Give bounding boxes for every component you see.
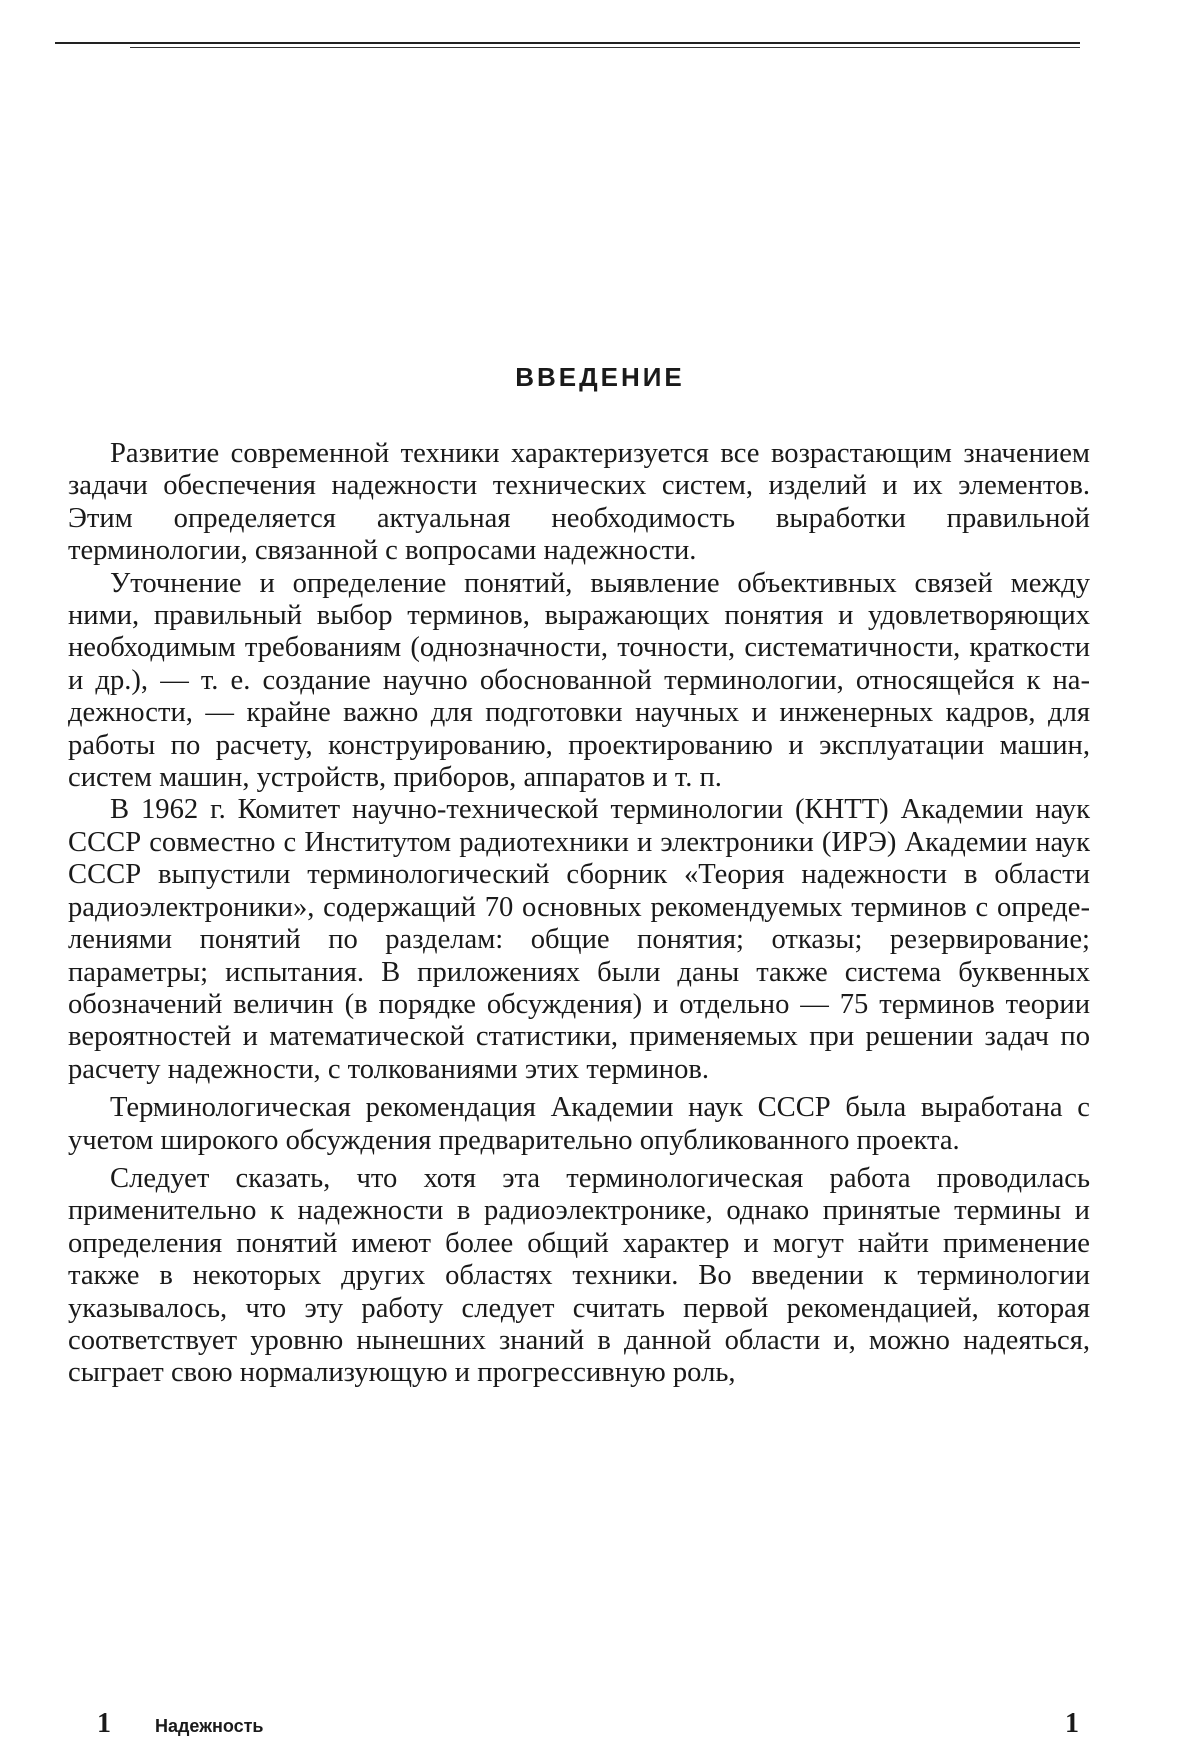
running-title: Надежность [155, 1716, 264, 1737]
top-rule-secondary [130, 47, 1080, 48]
paragraph-4: Терминологическая рекомендация Академии наук СССР была выработана с учетом широкого обсуждения предварительно опуб­ликованного проекта. [68, 1092, 1090, 1157]
signature-mark-left: 1 [97, 1708, 111, 1740]
paragraph-2: Уточнение и определение понятий, выявление объективных связей между ними, правильный выбор терминов, выражающих понятия и удовлетворяющих необходимым требованиям (одно­значности, точности, систематичности, краткости и др.), — т. е. создание научно обоснованной терминологии, относящейся к на­дежности, — крайне важно для подготовки научных и инженерных кадров, для работы по расчету, конструированию, проектированию и эксплуатации машин, систем машин, устройств, приборов, аппа­ратов и т. п. [68, 568, 1090, 795]
paragraph-1: Развитие современной техники характеризуется все возраста­ющим значением задачи обеспечения надежности технических систем, изделий и их элементов. Этим определяется актуальная необходимость выработки правильной терминологии, связанной с вопросами надежности. [68, 438, 1090, 568]
page-heading: ВВЕДЕНИЕ [0, 362, 1200, 393]
paragraph-5: Следует сказать, что хотя эта терминологическая работа про­водилась применительно к надежности в радиоэлектронике, однако принятые термины и определения понятий имеют более общий характер и могут найти применение также в некоторых других обла­стях техники. Во введении к терминологии указывалось, что эту работу следует считать первой рекомендацией, которая соответ­ствует уровню нынешних знаний в данной области и, можно надеяться, сыграет свою нормализующую и прогрессивную роль, [68, 1163, 1090, 1390]
page-footer [0, 1708, 1200, 1742]
paragraph-3: В 1962 г. Комитет научно-технической терминологии (КНТТ) Академии наук СССР совместно с Институтом радиотехники и электроники (ИРЭ) Академии наук СССР выпустили терминоло­гический сборник «Теория надежности в области радиоэлектрони­ки», содержащий 70 основных рекомендуемых терминов с опреде­лениями понятий по разделам: общие понятия; отказы; резерви­рование; параметры; испытания. В приложениях были даны также система буквенных обозначений величин (в порядке обсуждения) и отдельно — 75 терминов теории вероятностей и математической статистики, применяемых при решении задач по расчету надежно­сти, с толкованиями этих терминов. [68, 794, 1090, 1086]
signature-mark-right: 1 [1065, 1708, 1079, 1740]
top-rule [55, 42, 1080, 44]
body-text [68, 438, 1090, 1390]
